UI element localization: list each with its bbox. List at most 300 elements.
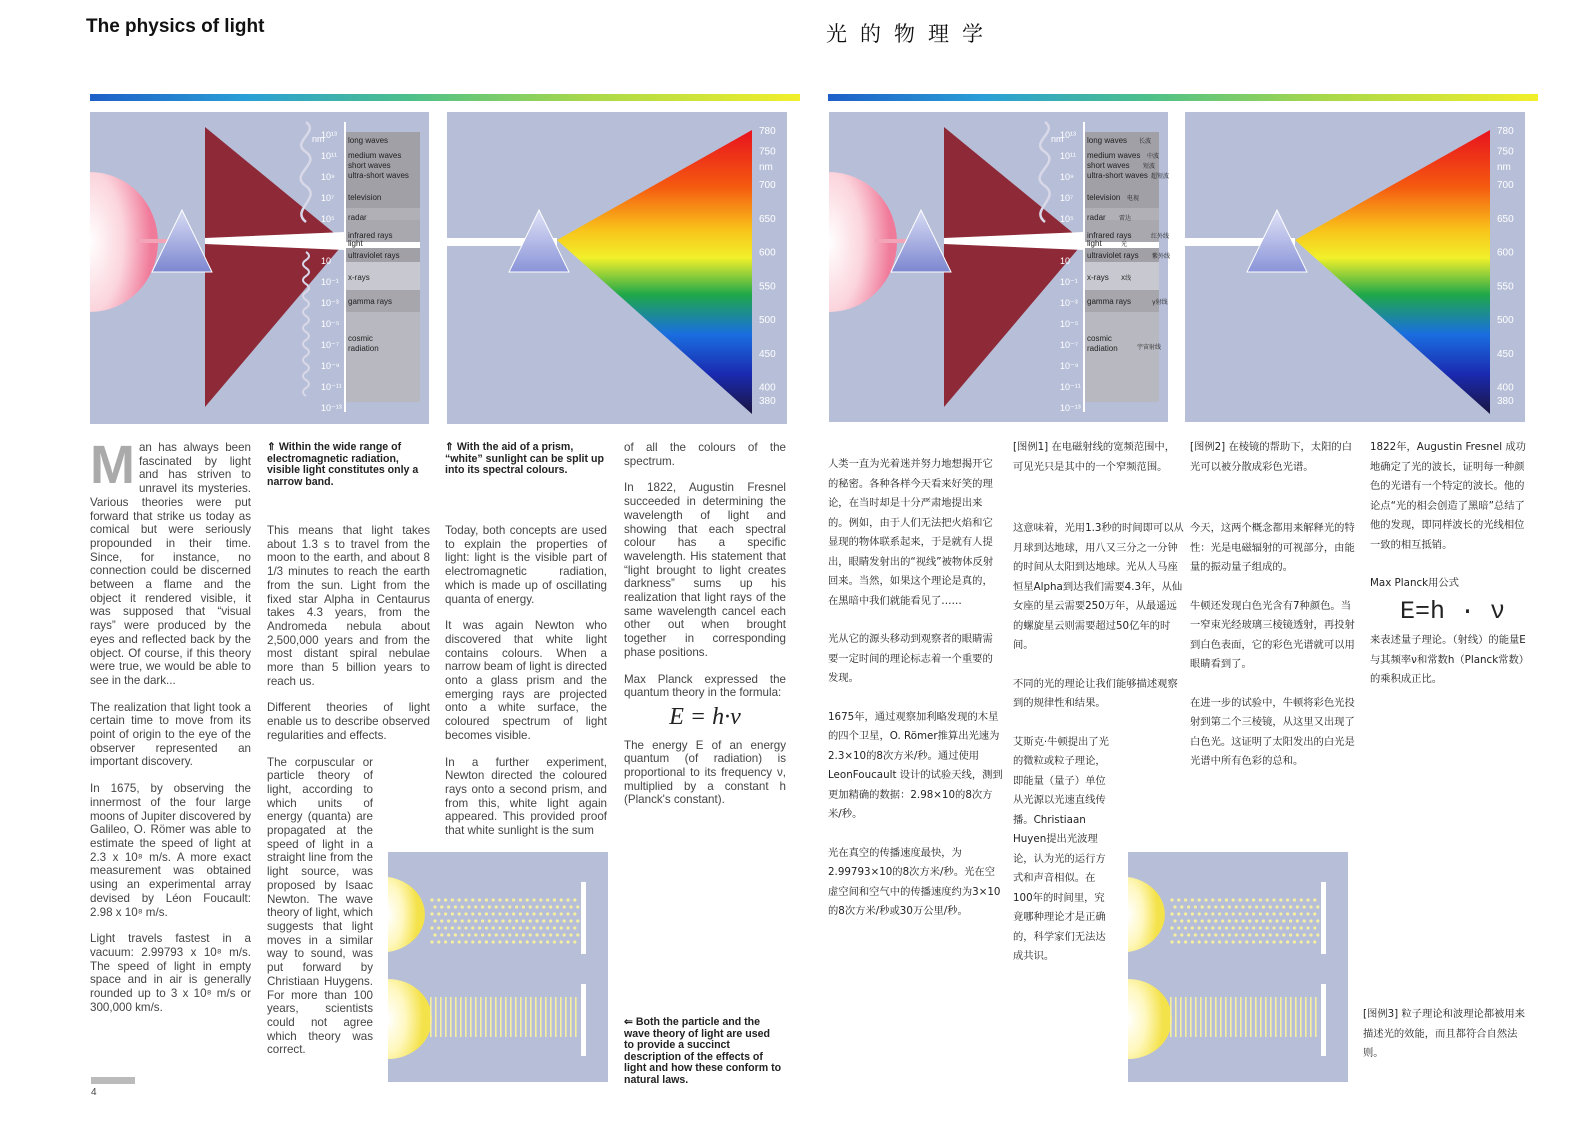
- particle-dot: [1232, 898, 1235, 901]
- col2-p2: Different theories of light enable us to describe observed regularities and effects.: [267, 701, 430, 742]
- wave-line: [550, 997, 552, 1037]
- particle-dot: [542, 905, 545, 908]
- spectrum-exponent-label: 10⁻¹³: [1060, 403, 1081, 413]
- wave-line: [560, 997, 562, 1037]
- particle-dot: [1279, 912, 1282, 915]
- zh-c3-p4: 在进一步的试验中，牛顿将彩色光投射到第二个三棱镜，从这里又出现了白色光。这证明了太阳发出的白光是光谱中所有色彩的总和。: [1190, 696, 1355, 767]
- particle-dot: [430, 898, 433, 901]
- particle-dot: [440, 933, 443, 936]
- zh-c3-p2: 今天，这两个概念都用来解释光的特性：光是电磁辐射的可视部分，由能量的振动量子组成的。: [1190, 522, 1355, 573]
- wavelength-tick-label: 650: [759, 213, 776, 225]
- particle-dot: [1214, 905, 1217, 908]
- particle-dot: [519, 926, 522, 929]
- spectrum-exponent-label: 10⁵: [321, 214, 335, 224]
- particle-dot: [1198, 912, 1201, 915]
- wave-line: [1285, 997, 1287, 1037]
- color-rule-left: [90, 94, 800, 101]
- fig1zh-unit: nm: [1051, 134, 1064, 144]
- wave-line: [575, 997, 577, 1037]
- particle-dot: [464, 912, 467, 915]
- particle-dot: [1218, 912, 1221, 915]
- particle-dot: [1225, 926, 1228, 929]
- particle-dot: [1286, 940, 1289, 943]
- zh-c2-p4: 艾斯克·牛顿提出了光的微粒或粒子理论，即能量（量子）单位从光源以光速直线传播。Christiaan Huyen提出光波理论，认为光的运行方式和声音相似。在100年的时间里，究竟哪种理论才是正确的，科学家们无法达成共识。: [1013, 735, 1109, 962]
- spectrum-band-label-zh: 紫外线: [1152, 253, 1171, 260]
- particle-dot: [481, 919, 484, 922]
- particle-dot: [546, 912, 549, 915]
- particle-dot: [539, 898, 542, 901]
- particle-dot: [512, 926, 515, 929]
- em-spectrum-figure-zh: [829, 112, 1171, 422]
- particle-dot: [1225, 940, 1228, 943]
- particle-dot: [535, 919, 538, 922]
- wavelength-tick-label: 780: [759, 126, 776, 137]
- particle-dot: [1207, 905, 1210, 908]
- wave-line: [1225, 997, 1227, 1037]
- particle-dot: [1316, 919, 1319, 922]
- particle-dot: [454, 933, 457, 936]
- particle-dot: [529, 919, 532, 922]
- wavelength-tick-label: 650: [1497, 213, 1514, 225]
- particle-dot: [1211, 912, 1214, 915]
- spectrum-band-label: light: [348, 239, 363, 248]
- particle-dot: [464, 926, 467, 929]
- particle-dot: [1211, 898, 1214, 901]
- wave-line: [1250, 997, 1252, 1037]
- particle-dot: [1272, 898, 1275, 901]
- wave-line: [535, 997, 537, 1037]
- page-number: 4: [91, 1087, 97, 1098]
- particle-dot: [1248, 933, 1251, 936]
- particle-dot: [1269, 905, 1272, 908]
- particle-dot: [1300, 912, 1303, 915]
- particle-dot: [495, 919, 498, 922]
- particle-dot: [505, 898, 508, 901]
- particle-dot: [498, 926, 501, 929]
- zh-c1-p1: 人类一直为光着迷并努力地想揭开它的秘密。各种各样今天看来好笑的理论，在当时却是十分严肃地提出来的。例如，由于人们无法把火焰和它显现的物体联系起来，于是就有人提出，眼睛发射出的“视线”被物体反射回来。当然，如果这个理论是真的，在黑暗中我们就能看见了……: [828, 458, 994, 607]
- particle-dot: [505, 926, 508, 929]
- particle-dot: [1309, 919, 1312, 922]
- particle-dot: [512, 898, 515, 901]
- particle-dot: [522, 905, 525, 908]
- particle-dot: [1282, 905, 1285, 908]
- particle-dot: [549, 933, 552, 936]
- particle-dot: [454, 905, 457, 908]
- wave-line: [500, 997, 502, 1037]
- particle-dot: [553, 926, 556, 929]
- particle-dot: [566, 912, 569, 915]
- particle-dot: [526, 898, 529, 901]
- spectrum-band-label: infrared rays: [1087, 231, 1132, 240]
- particle-dot: [1245, 940, 1248, 943]
- wave-line: [1180, 997, 1182, 1037]
- particle-dot: [1194, 933, 1197, 936]
- particle-dot: [560, 940, 563, 943]
- particle-dot: [1204, 940, 1207, 943]
- particle-dot: [1225, 912, 1228, 915]
- particle-dot: [1252, 898, 1255, 901]
- spectrum-exponent-label: 10⁻⁹: [321, 361, 340, 371]
- particle-dot: [474, 933, 477, 936]
- particle-dot: [430, 926, 433, 929]
- wave-line: [1275, 997, 1277, 1037]
- wavelength-tick-label: 750: [1497, 146, 1514, 158]
- wavelength-tick-label: 450: [1497, 348, 1514, 360]
- col1-p3: In 1675, by observing the innermost of the four large moons of Jupiter discovered by Galileo, O. Römer was able to estimate the speed of light at 2.3 x 10⁸ m/s. A more exact measurement was obtained using an experimental array devised by Léon Foucault: 2.98 x 10⁸ m/s.: [90, 782, 251, 919]
- particle-dot: [1245, 898, 1248, 901]
- particle-dot: [526, 940, 529, 943]
- particle-dot: [485, 926, 488, 929]
- spectrum-band-label: short waves: [348, 161, 391, 170]
- wave-line: [1260, 997, 1262, 1037]
- wave-line: [515, 997, 517, 1037]
- particle-dot: [539, 912, 542, 915]
- caption-fig3: ⇐ Both the particle and the wave theory of light are used to provide a succinct description of the effects of light and how these conform to natural laws.: [624, 1016, 782, 1086]
- caption-fig2: ⇑ With the aid of a prism, “white” sunlight can be split up into its spectral colours.: [445, 441, 604, 477]
- particle-dot: [498, 912, 501, 915]
- wave-line: [565, 997, 567, 1037]
- particle-dot: [1293, 926, 1296, 929]
- particle-dot: [1235, 905, 1238, 908]
- col1-p4: Light travels fastest in a vacuum: 2.99793 x 10⁸ m/s. The speed of light in empty space and in air is generally rounded up to 3 x 10⁸ m/s or 300,000 km/s.: [90, 932, 251, 1014]
- spectrum-exponent-label: 10⁵: [1060, 214, 1074, 224]
- particle-dot: [1266, 898, 1269, 901]
- particle-dot: [1279, 898, 1282, 901]
- particle-dot: [542, 919, 545, 922]
- wavelength-tick-label: 600: [1497, 247, 1514, 259]
- wave-line: [1300, 997, 1302, 1037]
- particle-dot: [1259, 940, 1262, 943]
- intro-paragraph: [90, 435, 251, 688]
- wave-line: [525, 997, 527, 1037]
- spectrum-exponent-label: 10⁻⁷: [1060, 340, 1079, 350]
- particle-dot: [1269, 933, 1272, 936]
- particle-dot: [458, 940, 461, 943]
- drop-cap: M: [90, 435, 135, 495]
- particle-dot: [1187, 905, 1190, 908]
- spectrum-exponent-label: 10¹³: [1060, 130, 1077, 140]
- particle-dot: [515, 905, 518, 908]
- particle-dot: [1303, 905, 1306, 908]
- particle-dot: [1191, 912, 1194, 915]
- particle-dot: [1198, 926, 1201, 929]
- particle-dot: [1245, 926, 1248, 929]
- spectrum-band-label-zh: 短波: [1143, 163, 1156, 170]
- particle-dot: [566, 898, 569, 901]
- particle-dot: [539, 926, 542, 929]
- zh-column-2: [1013, 438, 1185, 986]
- particle-dot: [1191, 898, 1194, 901]
- particle-dot: [1262, 919, 1265, 922]
- spectrum-band-label: ultra-short waves: [348, 171, 409, 180]
- color-rule-right: [828, 94, 1538, 101]
- text-column-4: [624, 441, 786, 820]
- particle-dot: [1286, 926, 1289, 929]
- particle-dot: [447, 933, 450, 936]
- spectrum-band-label: medium waves: [348, 151, 402, 160]
- particle-dot: [454, 919, 457, 922]
- particle-dot: [458, 898, 461, 901]
- particle-dot: [440, 919, 443, 922]
- particle-dot: [1272, 926, 1275, 929]
- spectrum-exponent-label: 10⁻⁵: [321, 319, 340, 329]
- planck-formula-zh: E=h · ν: [1400, 596, 1506, 626]
- particle-dot: [1259, 926, 1262, 929]
- particle-dot: [1306, 940, 1309, 943]
- particle-dot: [1309, 905, 1312, 908]
- particle-dot: [553, 898, 556, 901]
- spectrum-exponent-label: 10³: [321, 235, 335, 245]
- spectrum-exponent-label: 10⁹: [1060, 172, 1074, 182]
- spectrum-exponent-label: 10⁻⁵: [1060, 319, 1079, 329]
- particle-dot: [1228, 919, 1231, 922]
- spectrum-band-label: medium waves: [1087, 151, 1141, 160]
- spectrum-band-label: television: [1087, 193, 1121, 202]
- particle-dot: [461, 919, 464, 922]
- wavelength-tick-label: 500: [1497, 315, 1514, 326]
- particle-dot: [1300, 940, 1303, 943]
- particle-dot: [1204, 898, 1207, 901]
- particle-dot: [1252, 926, 1255, 929]
- particle-dot: [1225, 898, 1228, 901]
- spectrum-band-label: infrared rays: [348, 231, 393, 240]
- particle-dot: [444, 940, 447, 943]
- spectrum-band-label: cosmic: [1087, 334, 1112, 343]
- spectrum-band-label: television: [348, 193, 382, 202]
- particle-dot: [451, 926, 454, 929]
- particle-dot: [1316, 905, 1319, 908]
- spectrum-exponent-label: 10¹¹: [1060, 151, 1077, 161]
- particle-dot: [1245, 912, 1248, 915]
- particle-dot: [1241, 933, 1244, 936]
- particle-dot: [566, 926, 569, 929]
- page-number-bar: [91, 1077, 135, 1084]
- wave-line: [1200, 997, 1202, 1037]
- spectrum-band-label-zh: 超短波: [1151, 173, 1170, 180]
- wavelength-tick-label: 380: [1497, 396, 1514, 407]
- particle-dot: [1255, 933, 1258, 936]
- particle-dot: [1187, 933, 1190, 936]
- particle-dot: [1266, 940, 1269, 943]
- zh-c4-p2: Max Planck用公式: [1370, 577, 1459, 589]
- spectrum-band-label: ultraviolet rays: [348, 251, 400, 260]
- particle-dot: [1204, 926, 1207, 929]
- particle-dot: [1282, 919, 1285, 922]
- col3-p1: Today, both concepts are used to explain the properties of light: light is the visible part of electromagnetic radiation, which is made up of oscillating quanta of energy.: [445, 524, 607, 606]
- spectrum-band-label: ultra-short waves: [1087, 171, 1148, 180]
- particle-dot: [515, 919, 518, 922]
- particle-dot: [1269, 919, 1272, 922]
- particle-dot: [1207, 919, 1210, 922]
- particle-dot: [1286, 898, 1289, 901]
- em-spectrum-figure: [90, 112, 429, 424]
- particle-dot: [573, 912, 576, 915]
- particle-dot: [1296, 919, 1299, 922]
- particle-dot: [488, 905, 491, 908]
- wavelength-tick-label: 700: [1497, 180, 1514, 191]
- wave-line: [1175, 997, 1177, 1037]
- text-column-3: [445, 524, 607, 851]
- particle-dot: [495, 933, 498, 936]
- zh-column-4: [1370, 438, 1530, 709]
- wave-line: [430, 997, 432, 1037]
- particle-dot: [522, 919, 525, 922]
- spectrum-band-label: light: [1087, 239, 1102, 248]
- particle-dot: [560, 898, 563, 901]
- spectrum-band-label: x-rays: [348, 273, 370, 282]
- wave-line: [455, 997, 457, 1037]
- particle-dot: [1262, 933, 1265, 936]
- wave-line: [520, 997, 522, 1037]
- wavelength-tick-label: 550: [1497, 281, 1514, 293]
- spectrum-band-label-zh: 宇宙射线: [1137, 344, 1162, 351]
- particle-dot: [569, 919, 572, 922]
- spectrum-exponent-label: 10: [321, 256, 332, 266]
- particle-dot: [492, 898, 495, 901]
- spectrum-exponent-label: 10⁻⁹: [1060, 361, 1079, 371]
- particle-dot: [492, 912, 495, 915]
- spectrum-exponent-label: 10⁻¹³: [321, 403, 342, 413]
- particle-dot: [1241, 905, 1244, 908]
- zh-c1-p3: 1675年，通过观察加利略发现的木星的四个卫星，O. Römer推算出光速为2.3×10的8次方米/秒。通过使用LeonFoucault 设计的试验天线，测到更加精确的数据：2.98×10的8次方米/秒。: [828, 710, 1003, 820]
- particle-dot: [471, 940, 474, 943]
- wave-line: [1190, 997, 1192, 1037]
- particle-dot: [1272, 912, 1275, 915]
- spectrum-band-label-zh: 电视: [1127, 195, 1140, 202]
- particle-dot: [1228, 933, 1231, 936]
- particle-dot: [1238, 940, 1241, 943]
- zh-c4-p1: 1822年，Augustin Fresnel 成功地确定了光的波长，证明每一种颜色的光谱有一个特定的波长。他的论点“光的相会创造了黑暗”总结了他的发现，即同样波长的光线相位一致的相互抵销。: [1370, 441, 1526, 551]
- particle-dot: [1259, 898, 1262, 901]
- particle-dot: [529, 933, 532, 936]
- wave-line: [1280, 997, 1282, 1037]
- particle-dot: [522, 933, 525, 936]
- particle-dot: [532, 898, 535, 901]
- particle-dot: [467, 905, 470, 908]
- particle-dot: [1313, 898, 1316, 901]
- particle-dot: [1218, 926, 1221, 929]
- particle-dot: [1309, 933, 1312, 936]
- particle-dot: [535, 905, 538, 908]
- wave-line: [545, 997, 547, 1037]
- wave-line: [1255, 997, 1257, 1037]
- particle-dot: [495, 905, 498, 908]
- particle-dot: [532, 940, 535, 943]
- particle-dot: [532, 912, 535, 915]
- particle-dot: [560, 912, 563, 915]
- particle-dot: [569, 933, 572, 936]
- wave-line: [1310, 997, 1312, 1037]
- wave-line: [555, 997, 557, 1037]
- particle-dot: [1211, 940, 1214, 943]
- wave-line: [470, 997, 472, 1037]
- particle-dot: [1238, 898, 1241, 901]
- zh-c1-p2: 光从它的源头移动到观察者的眼睛需要一定时间的理论标志着一个重要的发现。: [828, 633, 993, 684]
- spectrum-band-label: short waves: [1087, 161, 1130, 170]
- spectrum-exponent-label: 10⁻¹: [321, 277, 339, 287]
- particle-dot: [485, 912, 488, 915]
- particle-dot: [1221, 919, 1224, 922]
- particle-dot: [1272, 940, 1275, 943]
- zh-c3-p1: [图例2] 在棱镜的帮助下，太阳的白光可以被分散成彩色光谱。: [1190, 441, 1353, 473]
- particle-dot: [573, 940, 576, 943]
- wavelength-tick-label: 380: [759, 396, 776, 407]
- particle-dot: [519, 940, 522, 943]
- particle-dot: [433, 933, 436, 936]
- wavelength-tick-label: 450: [759, 348, 776, 360]
- particle-dot: [478, 912, 481, 915]
- particle-dot: [1235, 933, 1238, 936]
- wavelength-tick-label: 600: [759, 247, 776, 259]
- spectrum-exponent-label: 10⁻¹¹: [321, 382, 342, 392]
- spectrum-band-label: radar: [348, 213, 367, 222]
- particle-dot: [430, 912, 433, 915]
- wave-line: [530, 997, 532, 1037]
- particle-dot: [1313, 940, 1316, 943]
- wave-line: [490, 997, 492, 1037]
- particle-dot: [1275, 919, 1278, 922]
- particle-dot: [1313, 926, 1316, 929]
- particle-dot: [542, 933, 545, 936]
- zh-c2-p3: 不同的光的理论让我们能够描述观察到的规律性和结果。: [1013, 677, 1178, 709]
- wave-line: [480, 997, 482, 1037]
- spectrum-band-label-zh: X线: [1121, 275, 1132, 282]
- particle-dot: [1296, 933, 1299, 936]
- particle-dot: [433, 905, 436, 908]
- spectrum-band-label: gamma rays: [1087, 297, 1132, 306]
- particle-dot: [576, 919, 579, 922]
- wave-line: [445, 997, 447, 1037]
- fig2-unit: nm: [759, 162, 773, 173]
- wavelength-tick-label: 550: [759, 281, 776, 293]
- text-column-1: [90, 435, 251, 1027]
- zh-c2-p1: [图例1] 在电磁射线的宽频范围中，可见光只是其中的一个窄频范围。: [1013, 441, 1176, 473]
- particle-dot: [1266, 926, 1269, 929]
- particle-dot: [576, 905, 579, 908]
- particle-dot: [1266, 912, 1269, 915]
- particle-dot: [461, 905, 464, 908]
- particle-dot: [556, 905, 559, 908]
- particle-dot: [515, 933, 518, 936]
- particle-dot: [553, 912, 556, 915]
- wave-line: [1170, 997, 1172, 1037]
- wave-line: [570, 997, 572, 1037]
- wavelength-tick-label: 500: [759, 315, 776, 326]
- particle-dot: [1293, 912, 1296, 915]
- particle-dot: [1286, 912, 1289, 915]
- particle-dot: [1293, 940, 1296, 943]
- particle-dot: [1207, 933, 1210, 936]
- particle-dot: [1259, 912, 1262, 915]
- wave-line: [1220, 997, 1222, 1037]
- wave-line: [1185, 997, 1187, 1037]
- particle-dot: [546, 940, 549, 943]
- particle-dot: [447, 919, 450, 922]
- particle-dot: [1241, 919, 1244, 922]
- wavelength-tick-label: 700: [759, 180, 776, 191]
- particle-dot: [474, 919, 477, 922]
- particle-dot: [1262, 905, 1265, 908]
- particle-dot: [1194, 905, 1197, 908]
- particle-dot: [485, 898, 488, 901]
- particle-dot: [1221, 905, 1224, 908]
- particle-dot: [1306, 926, 1309, 929]
- spectrum-band-label: radiation: [348, 344, 379, 353]
- wave-line: [1230, 997, 1232, 1037]
- particle-dot: [464, 898, 467, 901]
- spectrum-exponent-label: 10³: [1060, 235, 1074, 245]
- fig2zh-unit: nm: [1497, 162, 1511, 173]
